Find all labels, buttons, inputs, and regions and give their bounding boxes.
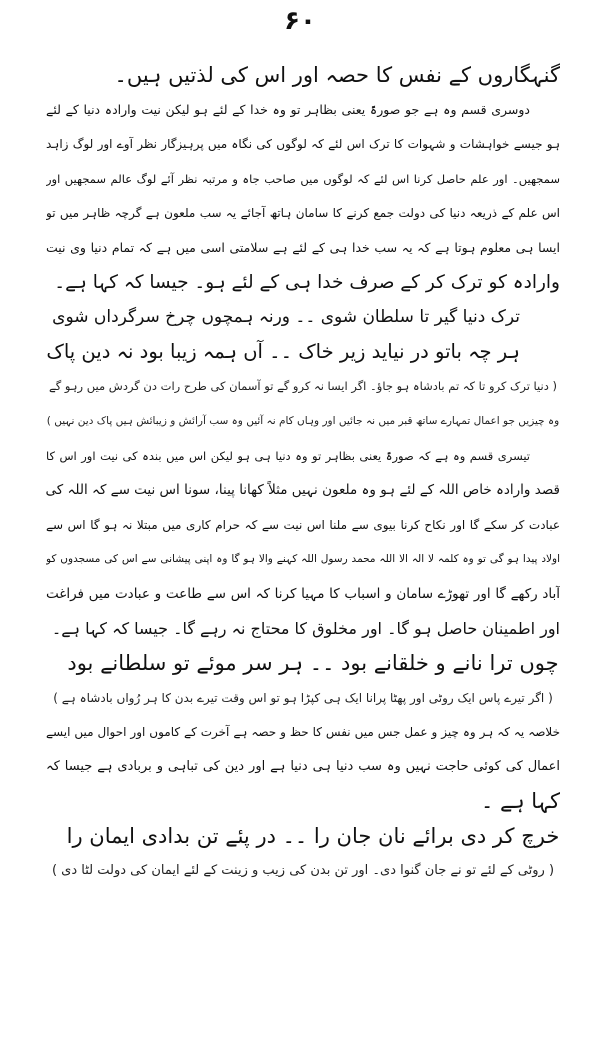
translation-gloss: ( روٹی کے لئے تو نے جان گنوا دی۔ اور تن بدن کی زیب و زینت کے لئے ایمان کی دولت لٹا دی ) bbox=[51, 862, 555, 878]
text-line: دوسری قسم وہ ہے جو صورۃً یعنی بظاہر تو وہ خدا کے لئے ہو لیکن نیت وارادہ دنیا کے لئے bbox=[46, 101, 530, 117]
text-line: کہا ہے ۔ bbox=[481, 789, 560, 814]
translation-gloss: وہ چیزیں جو اعمال تمہارے ساتھ قبر میں نہ جائیں اور وہاں کام نہ آئیں وہ سب آرائش و زیبائش ہیں پاک دین نہیں ) bbox=[46, 414, 560, 427]
text-line: عبادت کر سکے گا اور نکاح کرنا بیوی سے ملنا اس نیت سے کہ حرام کاری میں مبتلا نہ ہو گا اس سے bbox=[46, 517, 560, 532]
translation-gloss: ( اگر تیرے پاس ایک روٹی اور پھٹا پرانا ایک ہی کپڑا ہو تو اس وقت تیرے بدن کا ہر رُواں بادشاہ ہے ) bbox=[53, 690, 553, 705]
verse-line: ترک دنیا گیر تا سلطان شوی ۔۔ ورنہ ہمچوں چرخ سرگرداں شوی bbox=[52, 307, 520, 328]
verse-line: ہر چہ باتو در نیاید زیر خاک ۔۔ آں ہمہ زیبا بود نہ دین پاک bbox=[46, 339, 520, 363]
text-line: ہو جیسے خواہشات و شہوات کا ترک اس لئے کہ لوگوں کی نگاہ میں پرہیزگار نظر آوے اور لوگ زاہد bbox=[46, 137, 560, 152]
body-text bbox=[46, 58, 560, 888]
text-line: قصد وارادہ خاص اللہ کے لئے ہو وہ ملعون نہیں مثلاً کھانا پینا، سونا اس نیت سے کہ اللہ کی bbox=[46, 482, 560, 499]
text-line: خلاصہ یہ کہ ہر وہ چیز و عمل جس میں نفس کا حظ و حصہ ہے آخرت کے کاموں اور احوال میں ایسے bbox=[46, 725, 560, 740]
verse-line: چوں ترا نانے و خلقانے بود ۔۔ ہر سر موئے تو سلطانے بود bbox=[67, 651, 559, 676]
text-line: اس علم کے ذریعہ دنیا کی دولت جمع کرنے کا سامان ہاتھ آجائے یہ سب ملعون ہے گرچہ ظاہر میں تو bbox=[46, 206, 560, 221]
text-line: ایسا ہی معلوم ہوتا ہے کہ یہ سب خدا ہی کے لئے ہے سلامتی اسی میں ہے کہ تمام دنیا وی نیت bbox=[46, 239, 560, 255]
text-line: وارادہ کو ترک کر کے صرف خدا ہی کے لئے ہو۔ جیسا کہ کہا ہے۔ bbox=[54, 271, 560, 293]
text-line: آباد رکھے گا اور تھوڑے سامان و اسباب کا مہیا کرنا کہ اس سے طاعت و عبادت میں فراغت bbox=[46, 585, 560, 602]
text-line: اور اطمینان حاصل ہو گا۔ اور مخلوق کا محتاج نہ رہے گا۔ جیسا کہ کہا ہے۔ bbox=[51, 618, 560, 638]
page-number: ۶۰ bbox=[284, 6, 316, 36]
text-line: سمجھیں۔ اور علم حاصل کرنا اس لئے کہ لوگوں میں صاحب جاہ و مرتبہ نظر آئے لوگ عالم سمجھیں اور bbox=[46, 171, 560, 186]
translation-gloss: ( دنیا ترک کرو تا کہ تم بادشاہ ہو جاؤ۔ اگر ایسا نہ کرو گے تو آسمان کی طرح رات دن گردش میں رہو گے bbox=[49, 379, 557, 394]
text-line: تیسری قسم وہ ہے کہ صورۃً یعنی بظاہر تو وہ دنیا ہی ہو لیکن اس میں بندہ کی نیت اور اس کا bbox=[46, 448, 530, 463]
text-line: اولاد پیدا ہو گی تو وہ کلمہ لا الہ الا اللہ محمد رسول اللہ کہنے والا ہو گا وہ اپنی پیشانی سے اس کی مسجدوں کو bbox=[46, 553, 560, 566]
text-line: اعمال کی کوئی حاجت نہیں وہ سب دنیا ہی دنیا ہے اور دین کی تباہی و بربادی ہے جیسا کہ bbox=[46, 758, 560, 774]
text-line: گنہگاروں کے نفس کا حصہ اور اس کی لذتیں ہیں۔ bbox=[114, 63, 560, 87]
verse-line: خرچ کر دی برائے نان جان را ۔۔ در پئے تن بدادی ایمان را bbox=[66, 824, 560, 849]
